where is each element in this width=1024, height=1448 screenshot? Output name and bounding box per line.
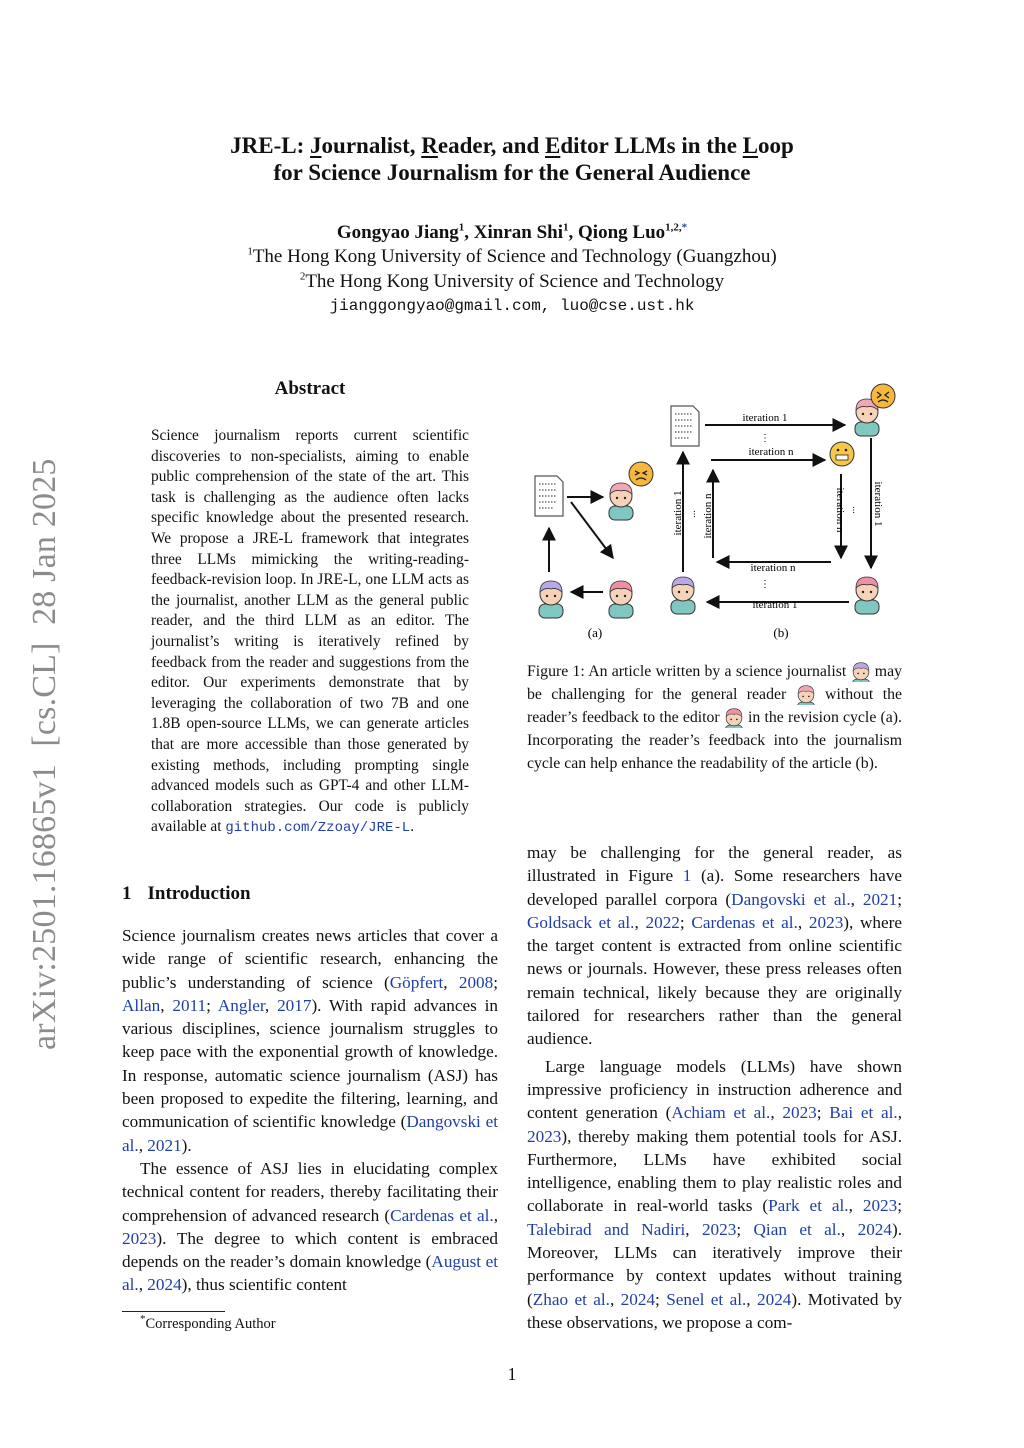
citation-link[interactable]: 2021 bbox=[862, 889, 898, 909]
citation-link[interactable]: Goldsack et al. bbox=[527, 912, 635, 932]
title-part: J bbox=[310, 133, 322, 158]
citation-link[interactable]: 2024 bbox=[147, 1275, 182, 1295]
body-text: , bbox=[609, 1289, 621, 1309]
reader-icon bbox=[796, 685, 816, 705]
figure-1-caption bbox=[527, 660, 902, 775]
author-sup: 1 bbox=[563, 221, 569, 234]
citation-link[interactable]: 2021 bbox=[147, 1135, 182, 1155]
body-text: ; bbox=[679, 912, 692, 932]
body-text: , bbox=[897, 1103, 903, 1123]
citation-link[interactable]: Dangovski et al. bbox=[731, 889, 851, 909]
body-text: , bbox=[848, 1196, 863, 1216]
author-list: Gongyao Jiang$^1$, Xinran Shi$^1$, Qiong Luo$^{1,2,*}$ bbox=[336, 221, 688, 243]
body-text: ; bbox=[736, 1219, 754, 1239]
reader-avatar-icon bbox=[609, 483, 633, 520]
body-text: , bbox=[138, 1275, 148, 1295]
citation-link[interactable]: Qian et al. bbox=[753, 1219, 841, 1239]
author-sup: 1,2, bbox=[665, 221, 682, 234]
intro-left-column bbox=[122, 924, 498, 1297]
aff-text: The Hong Kong University of Science and Technology (Guangzhou) bbox=[252, 246, 777, 267]
right-paragraph-2 bbox=[527, 1055, 902, 1335]
body-text: ). The degree to which content is embraced depends on the reader’s domain knowledge ( bbox=[122, 1228, 498, 1272]
vdots-bottom: ⋮ bbox=[760, 579, 770, 590]
citation-link[interactable]: 2022 bbox=[645, 912, 680, 932]
aff-text: The Hong Kong University of Science and Technology bbox=[305, 271, 725, 292]
corresponding-star[interactable]: * bbox=[681, 221, 688, 234]
journalist-avatar-icon bbox=[539, 581, 563, 618]
body-text: ), thereby making them potential tools for ASJ. Furthermore, LLMs have exhibited social intelligence, enabling them to play realistic roles and collaborate in real-world tasks ( bbox=[527, 1126, 902, 1216]
citation-link[interactable]: 2023 bbox=[701, 1219, 737, 1239]
title-part: R bbox=[421, 133, 438, 158]
editor-icon bbox=[724, 708, 744, 728]
title-part: eader, and bbox=[437, 133, 545, 158]
page-number: 1 bbox=[507, 1364, 517, 1384]
right-paragraph-1 bbox=[527, 841, 902, 1051]
caption-text: in the revision cycle (a). Incorporating the reader’s feedback into the journalism cycle can help enhance the readability of the article (b). bbox=[527, 709, 902, 772]
citation-link[interactable]: 2023 bbox=[808, 912, 844, 932]
body-text: , bbox=[770, 1103, 783, 1123]
citation-link[interactable]: Cardenas et al. bbox=[691, 912, 798, 932]
hdots-right: ... bbox=[850, 506, 861, 514]
author-name: Xinran Shi bbox=[473, 222, 564, 243]
label-iteration-1-bottom: iteration 1 bbox=[752, 599, 798, 611]
body-text: ). Motivated by these observations, we propose a com- bbox=[527, 1289, 903, 1332]
body-text: , bbox=[746, 1289, 757, 1309]
section-heading-introduction bbox=[122, 883, 251, 905]
intro-right-column bbox=[527, 841, 902, 1334]
citation-link[interactable]: Zhao et al. bbox=[532, 1289, 610, 1309]
grimace-face-icon bbox=[830, 442, 854, 466]
title-part: JRE-L: bbox=[230, 133, 311, 158]
section-number: 1 bbox=[122, 883, 132, 904]
label-iteration-n-top: iteration n bbox=[748, 446, 794, 458]
citation-link[interactable]: Talebirad and Nadiri bbox=[527, 1219, 686, 1239]
footnote-mark: * bbox=[140, 1313, 146, 1326]
body-text: The essence of ASJ lies in elucidating complex technical content for readers, thereby facilitating their comprehension of advanced research ( bbox=[122, 1158, 498, 1225]
body-text: , bbox=[797, 912, 809, 932]
citation-link[interactable]: 2023 bbox=[782, 1103, 817, 1123]
label-iteration-1-right: iteration 1 bbox=[872, 481, 884, 527]
body-text: ; bbox=[897, 1196, 902, 1216]
body-text: ; bbox=[816, 1103, 830, 1123]
aff-sup: 2 bbox=[299, 270, 306, 283]
journalist-icon bbox=[851, 662, 871, 682]
abstract-text: Science journalism reports current scientific discoveries to non-specialists, aiming to enable public comprehension of the state of the art. This task is challenging as the audience often lacks specific knowledge about the presented research. We propose a JRE-L framework that integrates three LLMs mimicking the writing-reading-feedback-revision loop. In JRE-L, one LLM acts as the journalist, another LLM as the general public reader, and the third LLM as an editor. The journalist’s writing is iteratively refined by feedback from the reader and suggestions from the editor. Our experiments demonstrate that by leveraging the collaboration of two 7B and one 1.8B open-source LLMs, we can generate articles that are more accessible than those generated by existing methods, including prompting single advanced models such as GPT-4 and other LLM-collaboration strategies. Our code is publicly available at bbox=[151, 427, 469, 836]
figure-1-diagram bbox=[527, 378, 905, 648]
affiliation-1 bbox=[0, 246, 1024, 268]
citation-link[interactable]: 2024 bbox=[757, 1289, 792, 1309]
citation-link[interactable]: 2008 bbox=[458, 972, 494, 992]
body-text: ). bbox=[181, 1135, 192, 1155]
intro-paragraph-1 bbox=[122, 924, 498, 1157]
footnote-text: Corresponding Author bbox=[145, 1316, 276, 1332]
citation-link[interactable]: August et al. bbox=[122, 1252, 498, 1295]
citation-link[interactable]: Angler bbox=[217, 995, 265, 1015]
citation-link[interactable]: Dangovski et al. bbox=[122, 1112, 498, 1155]
body-text: , bbox=[264, 995, 278, 1015]
citation-link[interactable]: 2023 bbox=[527, 1126, 562, 1146]
body-text: ), where the target content is extracted from online scientific news or journals. However, these press releases often remain technical, likely because they are originally tailored for researchers rather than the general audience. bbox=[527, 912, 903, 1049]
body-text: , bbox=[850, 889, 863, 909]
label-iteration-1-left: iteration 1 bbox=[672, 490, 684, 536]
arxiv-identifier: arXiv:2501.16865v1 [cs.CL] 28 Jan 2025 bbox=[26, 458, 63, 1050]
citation-link[interactable]: Achiam et al. bbox=[671, 1103, 771, 1123]
paper-title-line1 bbox=[0, 132, 1024, 159]
body-text: may be challenging for the general reader, as illustrated in Figure bbox=[527, 843, 902, 886]
citation-link[interactable]: Göpfert bbox=[389, 972, 444, 992]
intro-paragraph-2 bbox=[122, 1157, 498, 1297]
body-text: , bbox=[443, 972, 459, 992]
citation-link[interactable]: 2011 bbox=[172, 995, 207, 1015]
author-sup: 1 bbox=[458, 221, 465, 234]
citation-link[interactable]: 2024 bbox=[857, 1219, 892, 1239]
abstract-body bbox=[151, 426, 469, 839]
citation-link[interactable]: Bai et al. bbox=[829, 1103, 898, 1123]
journalist-avatar-icon-b bbox=[671, 577, 695, 614]
arrow-doc-to-editor bbox=[571, 502, 613, 558]
affiliation-2 bbox=[0, 271, 1024, 293]
caption-text: Figure 1: An article written by a science journalist bbox=[527, 663, 851, 680]
label-iteration-n-right: iteration n bbox=[834, 487, 846, 533]
abstract-end: . bbox=[410, 818, 415, 836]
label-iteration-n-bottom: iteration n bbox=[750, 562, 796, 574]
body-text: ), thus scientific content bbox=[181, 1275, 347, 1295]
body-text: Large language models (LLMs) have shown impressive proficiency in instruction adherence and content generation ( bbox=[527, 1056, 902, 1123]
caption-text: without the reader’s feedback to the editor bbox=[527, 686, 903, 726]
subfigure-label-a: (a) bbox=[587, 625, 603, 640]
citation-link[interactable]: Park et al. bbox=[768, 1196, 849, 1216]
body-text: ; bbox=[206, 995, 218, 1015]
article-document-icon bbox=[535, 476, 563, 516]
section-title: Introduction bbox=[147, 883, 251, 904]
citation-link[interactable]: Senel et al. bbox=[666, 1289, 747, 1309]
body-text: (a). Some researchers have developed parallel corpora ( bbox=[527, 866, 902, 909]
citation-link[interactable]: Cardenas et al. bbox=[390, 1205, 494, 1225]
body-text: , bbox=[138, 1135, 148, 1155]
citation-link[interactable]: Allan bbox=[122, 995, 161, 1015]
title-part: ournalist, bbox=[321, 133, 422, 158]
label-iteration-n-left: iteration n bbox=[702, 493, 714, 539]
body-text: , bbox=[493, 1205, 498, 1225]
caption-text: may be challenging for the general reader bbox=[527, 663, 902, 703]
body-text: ; bbox=[897, 889, 903, 909]
paper-title-line2: for Science Journalism for the General Audience bbox=[273, 160, 751, 185]
body-text: Science journalism creates news articles that cover a wide range of scientific research, enhancing the public’s understanding of science ( bbox=[122, 926, 498, 992]
body-text: ; bbox=[493, 972, 499, 992]
footnote bbox=[140, 1313, 276, 1333]
citation-link[interactable]: 2023 bbox=[122, 1228, 157, 1248]
author-name: Qiong Luo bbox=[578, 222, 666, 243]
title-part: ditor LLMs in the bbox=[560, 133, 743, 158]
title-part: L bbox=[742, 133, 759, 158]
subfigure-label-b: (b) bbox=[773, 625, 789, 640]
body-text: , bbox=[840, 1219, 858, 1239]
body-text: ). Moreover, LLMs can iteratively improve their performance by context updates without training ( bbox=[527, 1219, 902, 1309]
body-text: , bbox=[685, 1219, 702, 1239]
editor-avatar-icon bbox=[609, 581, 633, 618]
title-part: oop bbox=[758, 133, 794, 158]
abstract-heading: Abstract bbox=[274, 378, 346, 399]
code-link[interactable]: github.com/Zzoay/JRE-L bbox=[225, 820, 411, 837]
editor-avatar-icon-b bbox=[855, 577, 879, 614]
hdots-left: ... bbox=[687, 510, 698, 518]
citation-link[interactable]: 2017 bbox=[277, 995, 312, 1015]
vdots-top: ⋮ bbox=[760, 433, 770, 444]
article-document-icon-b bbox=[671, 406, 699, 446]
label-iteration-1-top: iteration 1 bbox=[742, 412, 788, 424]
title-part: E bbox=[545, 133, 561, 158]
body-text: ; bbox=[655, 1289, 667, 1309]
citation-link[interactable]: 2023 bbox=[862, 1196, 898, 1216]
figure-1 bbox=[527, 378, 905, 653]
citation-link[interactable]: 1 bbox=[682, 866, 692, 886]
body-text: ). With rapid advances in various disciplines, science journalism struggles to keep pace with the exponential growth of knowledge. In response, automatic science journalism (ASJ) has been proposed to expedite the filtering, learning, and communication of scientific knowledge ( bbox=[122, 995, 499, 1132]
footnote-rule bbox=[122, 1311, 225, 1312]
author-name: Gongyao Jiang bbox=[336, 222, 459, 243]
body-text: , bbox=[634, 912, 646, 932]
aff-sup: 1 bbox=[247, 245, 253, 258]
angry-face-icon-b bbox=[871, 384, 895, 408]
author-emails: jianggongyao@gmail.com, luo@cse.ust.hk bbox=[329, 297, 695, 315]
citation-link[interactable]: 2024 bbox=[620, 1289, 656, 1309]
body-text: , bbox=[160, 995, 173, 1015]
angry-face-icon bbox=[629, 462, 653, 486]
